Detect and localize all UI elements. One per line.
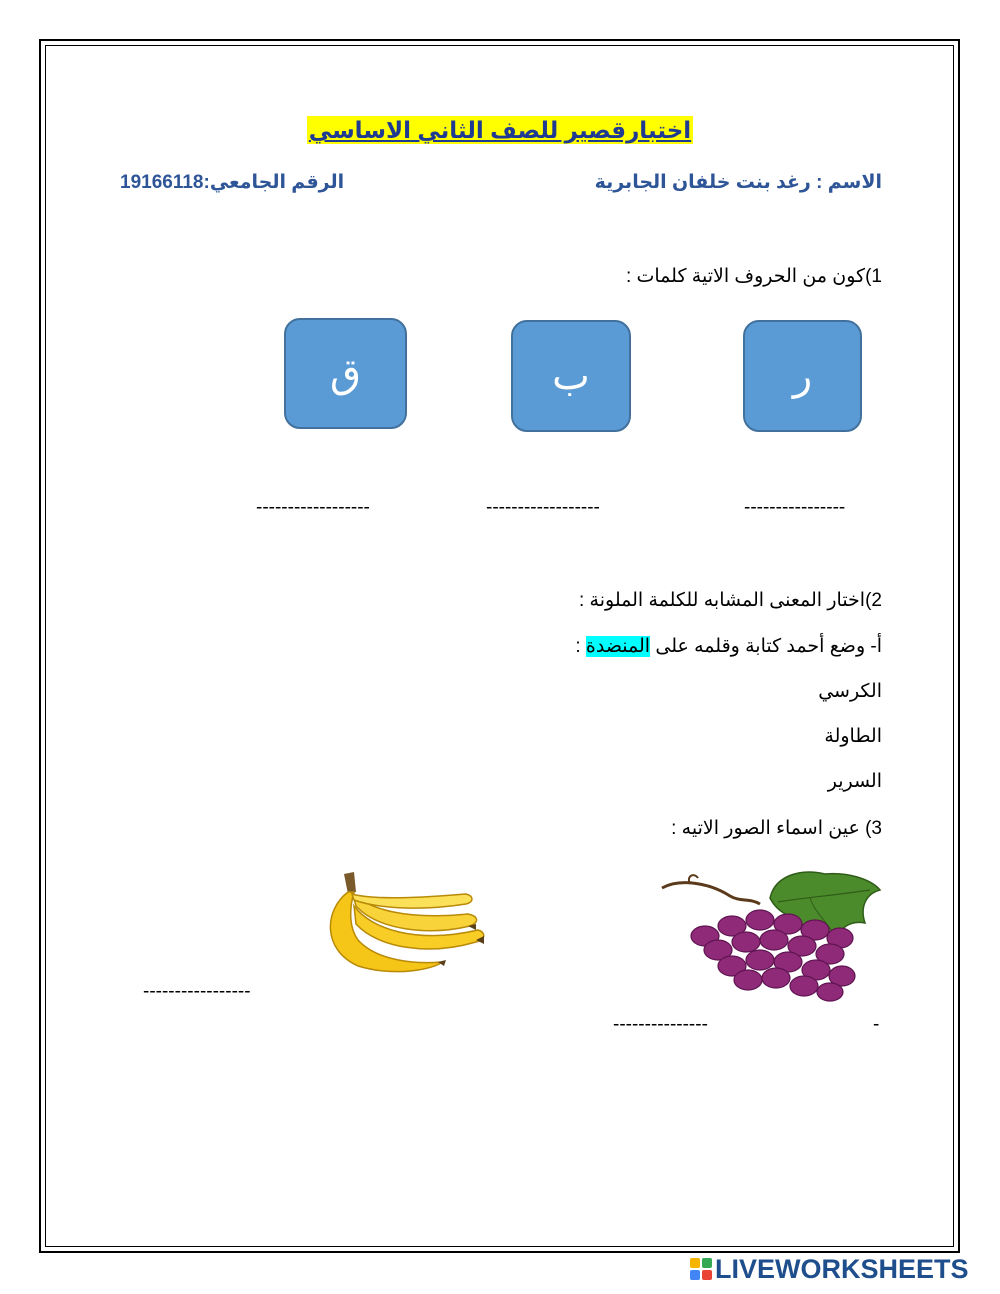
option-table[interactable]: الطاولة (824, 726, 882, 747)
question-3-prompt: 3) عين اسماء الصور الاتيه : (671, 818, 882, 839)
grapes-image (660, 868, 884, 1003)
question-1-prompt: 1)كون من الحروف الاتية كلمات : (625, 266, 882, 287)
answer-blank-3[interactable]: ------------------ (256, 497, 370, 518)
option-bed[interactable]: السرير (827, 771, 882, 792)
letter-card-ra (743, 320, 862, 432)
highlighted-word: المنضدة (585, 636, 651, 657)
title-text: اختبارقصير للصف الثاني الاساسي (308, 117, 692, 143)
letter-ba: ب (552, 354, 590, 398)
liveworksheets-brand (690, 1254, 969, 1284)
letter-card-qaf (284, 318, 407, 429)
student-id: الرقم الجامعي:19166118 (120, 172, 345, 193)
brand-name: LIVEWORKSHEETS (715, 1253, 969, 1284)
letter-card-ba (511, 320, 631, 432)
letter-ra: ر (792, 354, 813, 398)
liveworksheets-logo-icon (690, 1258, 712, 1280)
answer-blank-grapes[interactable]: --------------- (613, 1014, 708, 1035)
option-chair[interactable]: الكرسي (818, 681, 882, 702)
question-2-prompt: 2)اختار المعنى المشابه للكلمة الملونة : (578, 590, 882, 611)
question-2-sentence (575, 635, 882, 658)
sentence-end: : (575, 636, 586, 657)
letter-qaf: ق (329, 351, 362, 396)
student-name: الاسم : رغد بنت خلفان الجابرية (594, 172, 882, 193)
answer-blank-banana[interactable]: ----------------- (143, 981, 251, 1002)
sentence-text: أ- وضع أحمد كتابة وقلمه على (650, 636, 882, 657)
banana-image (318, 870, 488, 975)
answer-blank-2[interactable]: ------------------ (486, 497, 600, 518)
worksheet-title (0, 117, 1000, 144)
answer-blank-1[interactable]: ---------------- (744, 497, 846, 518)
answer-blank-grapes-mark: - (873, 1014, 880, 1035)
